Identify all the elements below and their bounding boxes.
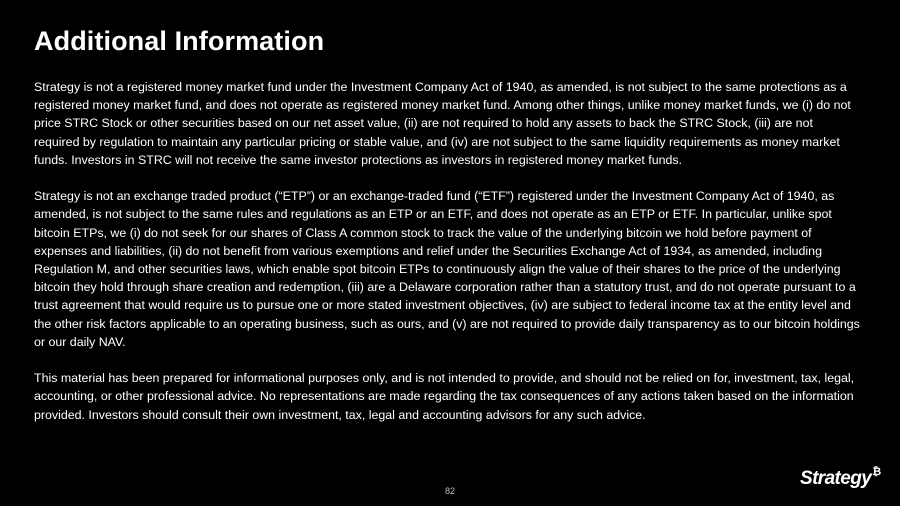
paragraph-disclaimer: This material has been prepared for informational purposes only, and is not intended to provide, and should not be relied on for, investment, tax, legal, accounting, or other professional advice. No representations are made regarding the tax consequences of any actions taken based on the information provided. Investors should consult their own investment, tax, legal and accounting advisors for any such advice. bbox=[34, 371, 855, 422]
logo-wordmark: Strategy bbox=[800, 468, 872, 489]
body-text bbox=[34, 78, 860, 442]
paragraph-etp-etf: Strategy is not an exchange traded product (“ETP”) or an exchange-traded fund (“ETF”) registered under the Investment Company Act of 1940, as amended, is not subject to the same rules and regulations as an ETP or an ETF, and does not operate as an ETP or ETF. In particular, unlike spot bitcoin ETPs, we (i) do not seek for our shares of Class A common stock to track the value of the underlying bitcoin we hold before payment of expenses and liabilities, (ii) do not benefit from various exemptions and relief under the Securities Exchange Act of 1934, as amended, including Regulation M, and other securities laws, which enable spot bitcoin ETPs to continuously align the value of their shares to the price of the underlying bitcoin they hold through share creation and redemption, (iii) are a Delaware corporation rather than a statutory trust, and do not operate pursuant to a trust agreement that would require us to pursue one or more stated investment objectives, (iv) are subject to federal income tax at the entity level and the other risk factors applicable to an operating business, such as ours, and (v) are not required to provide daily transparency as to our bitcoin holdings or our daily NAV. bbox=[34, 189, 860, 349]
paragraph-money-market: Strategy is not a registered money market fund under the Investment Company Act of 1940, as amended, is not subject to the same protections as a registered money market fund, and does not operate as registered money market fund. Among other things, unlike money market funds, we (i) do not price STRC Stock or other securities based on our net asset value, (ii) are not required to hold any assets to back the STRC Stock, (iii) are not required by regulation to maintain any particular pricing or stable value, and (iv) are not subject to the same liquidity requirements as money market funds. Investors in STRC will not receive the same investor protections as investors in registered money market funds. bbox=[34, 80, 851, 167]
page-title: Additional Information bbox=[34, 26, 325, 56]
strategy-logo bbox=[800, 466, 881, 494]
bitcoin-icon: ₿ bbox=[872, 466, 882, 478]
page-number: 82 bbox=[444, 486, 455, 496]
